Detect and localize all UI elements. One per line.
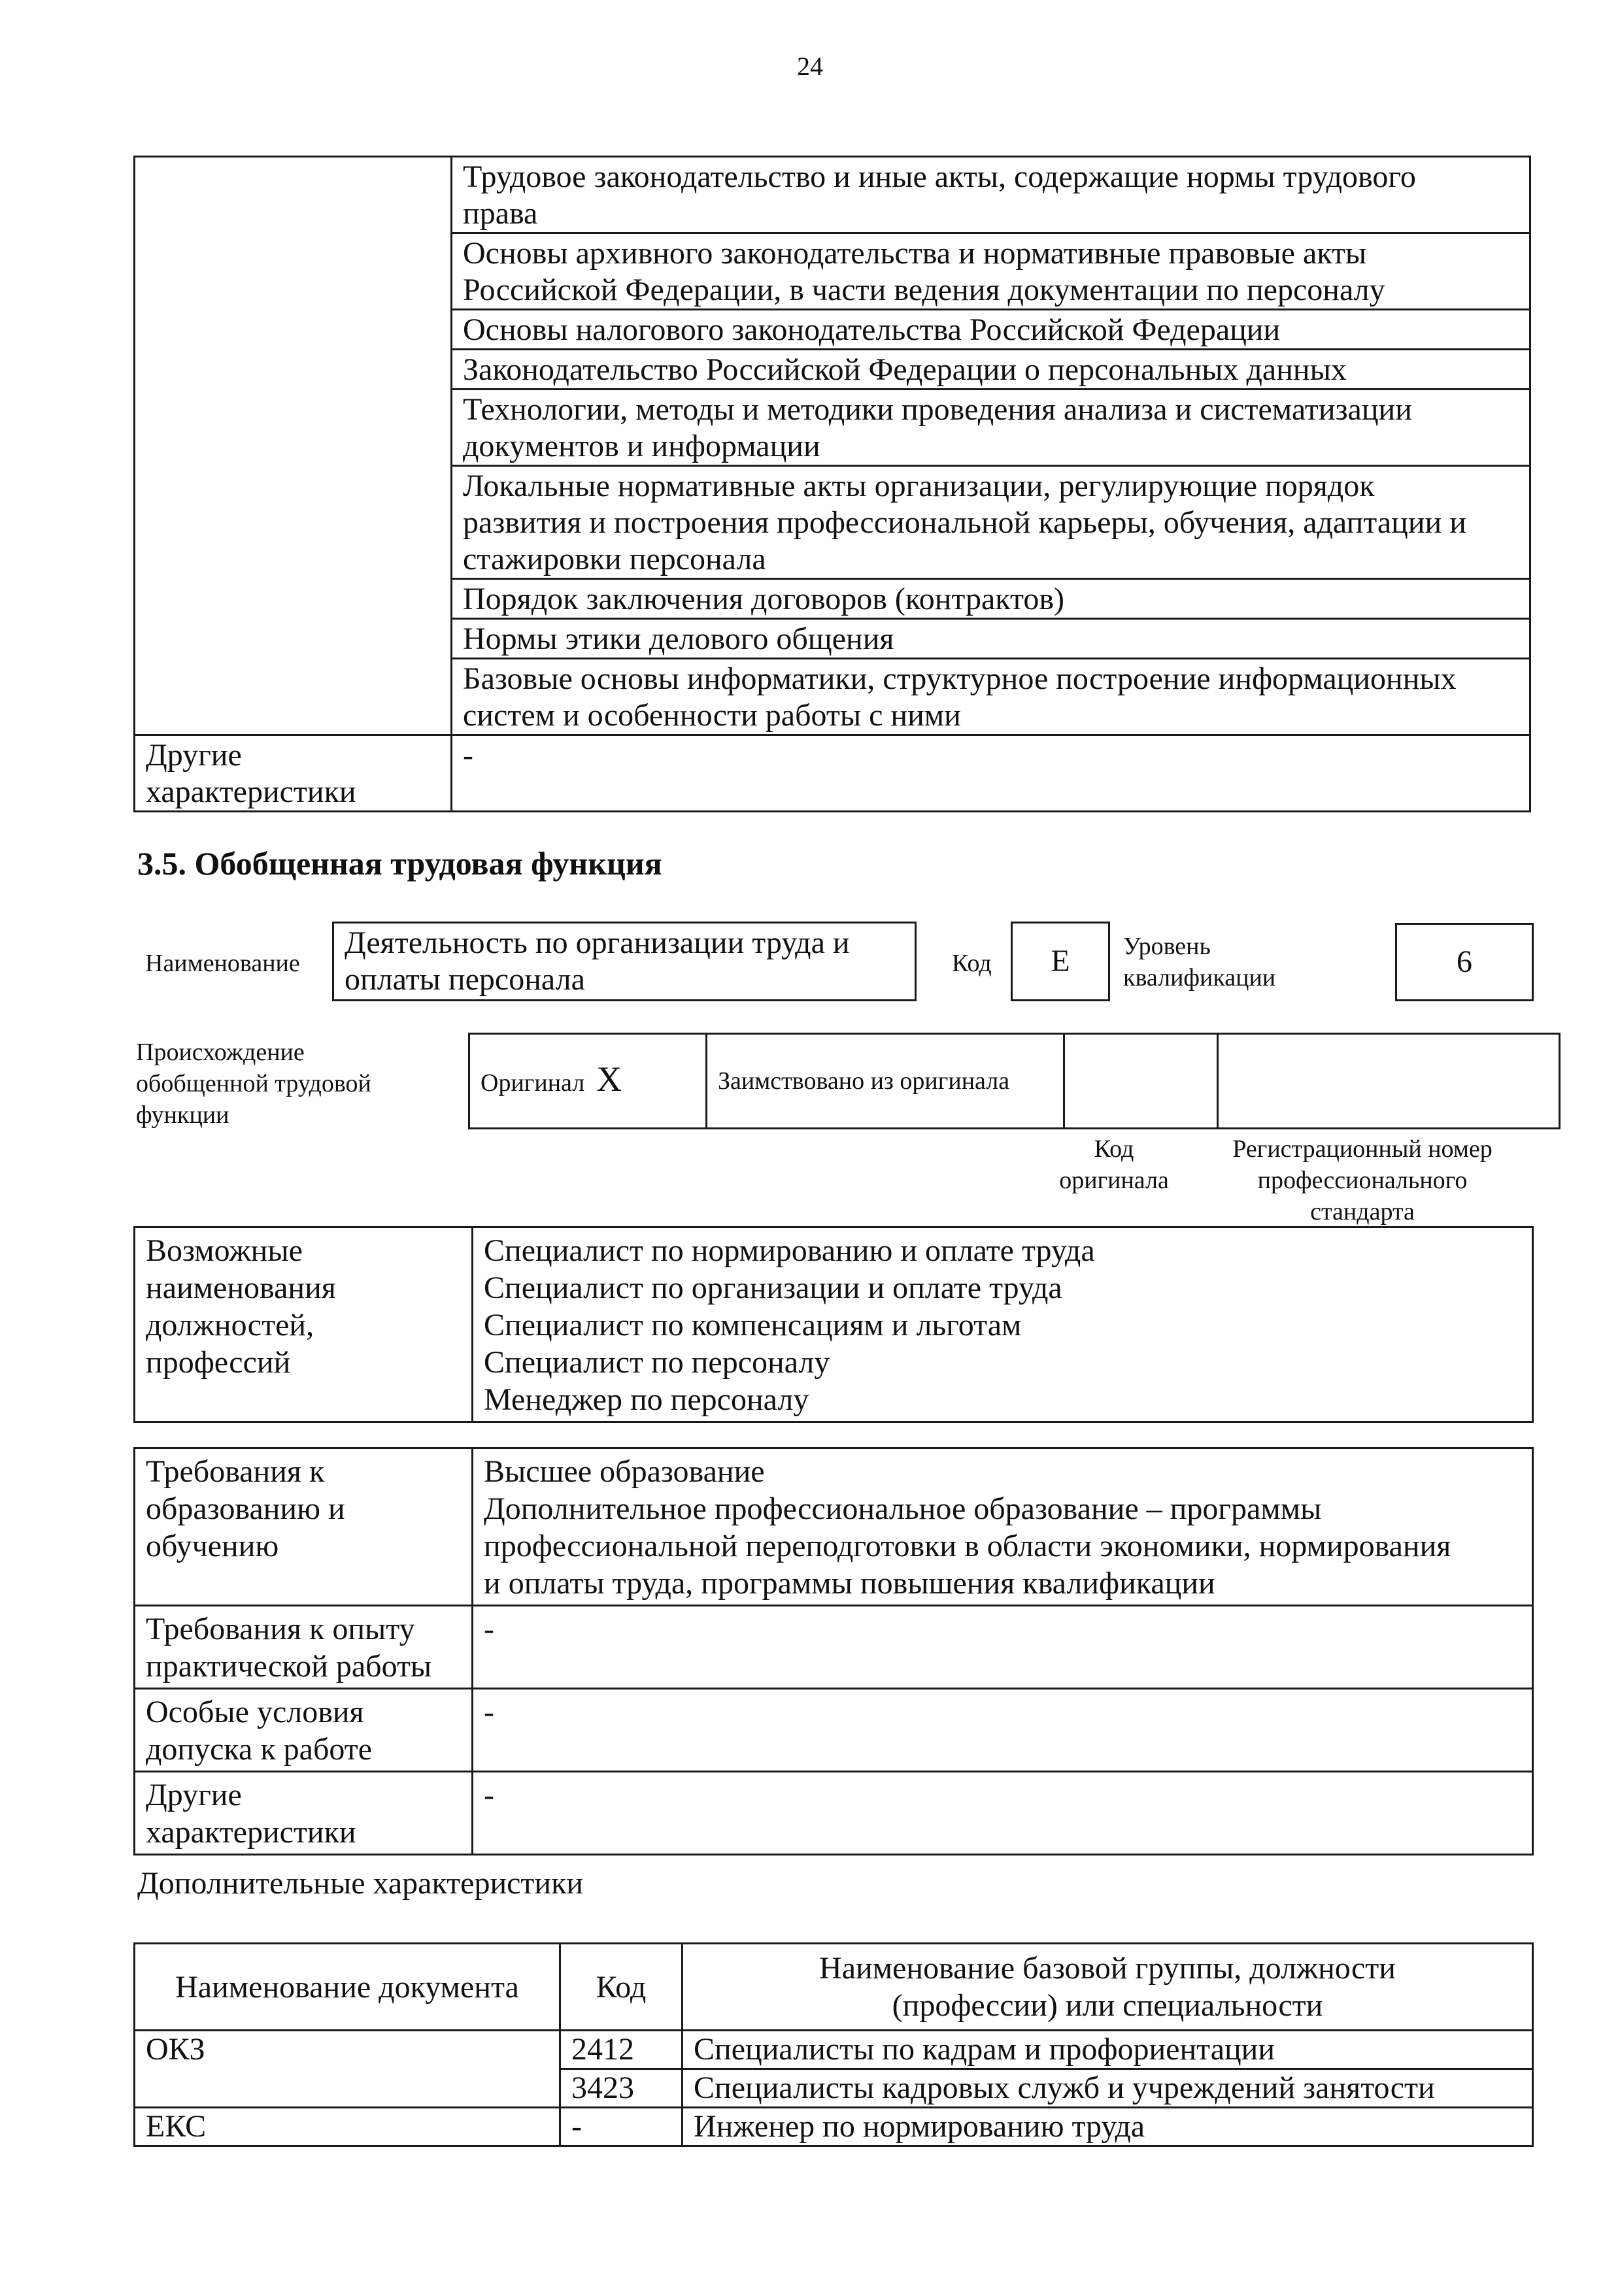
other-label: Другие характеристики xyxy=(135,1772,473,1855)
column-header-name: Наименование базовой группы, должности (профессии) или специальности xyxy=(683,1944,1533,2031)
code-value-box: E xyxy=(1011,922,1110,1001)
classifier-code-cell: - xyxy=(560,2108,683,2146)
other-characteristics-value: - xyxy=(452,735,1530,812)
table-row xyxy=(135,1227,1533,1422)
page-number: 24 xyxy=(797,52,823,81)
table-row xyxy=(135,1772,1533,1855)
knowledge-item: Базовые основы информатики, структурное построение информационных систем и особенности работы с ними xyxy=(452,659,1530,735)
classifier-doc-cell: ЕКС xyxy=(135,2108,560,2146)
other-characteristics-label: Другие характеристики xyxy=(135,735,452,812)
classifier-code-cell: 2412 xyxy=(560,2031,683,2069)
table-row xyxy=(135,735,1530,812)
education-label: Требования к образованию и обучению xyxy=(135,1448,473,1606)
level-value-box: 6 xyxy=(1395,923,1534,1001)
education-value: Высшее образование Дополнительное профессиональное образование – программы профессиональной переподготовки в области экономики, нормирования и оплаты труда, программы повышения квалификации xyxy=(473,1448,1533,1606)
classifier-name-cell: Специалисты по кадрам и профориентации xyxy=(683,2031,1533,2069)
classifier-name-cell: Инженер по нормированию труда xyxy=(683,2108,1533,2146)
positions-label: Возможные наименования должностей, профессий xyxy=(135,1227,473,1422)
classifier-code-cell: 3423 xyxy=(560,2069,683,2108)
knowledge-label-cell xyxy=(135,157,452,735)
list-item: Специалист по компенсациям и льготам xyxy=(484,1308,1022,1342)
original-mark: X xyxy=(596,1059,622,1099)
section-title: 3.5. Обобщенная трудовая функция xyxy=(137,845,662,882)
positions-table xyxy=(133,1226,1534,1423)
list-item: Специалист по персоналу xyxy=(484,1345,830,1380)
table-row xyxy=(135,157,1530,233)
knowledge-item: Основы архивного законодательства и нормативные правовые акты Российской Федерации, в части ведения документации по персоналу xyxy=(452,233,1530,310)
knowledge-item: Основы налогового законодательства Российской Федерации xyxy=(452,310,1530,350)
origin-code-cell xyxy=(1064,1034,1218,1129)
origin-original-cell xyxy=(469,1034,707,1129)
other-value: - xyxy=(473,1772,1533,1855)
origin-borrowed-cell: Заимствовано из оригинала xyxy=(707,1034,1064,1129)
table-row xyxy=(135,1606,1533,1689)
regnum-caption: Регистрационный номер профессионального стандарта xyxy=(1232,1135,1493,1225)
code-label: Код xyxy=(952,950,992,977)
list-item: Специалист по нормированию и оплате труда xyxy=(484,1233,1095,1268)
origin-regnum-cell xyxy=(1218,1034,1560,1129)
code-original-caption: Код оригинала xyxy=(1059,1135,1169,1194)
classifier-name-cell: Специалисты кадровых служб и учреждений занятости xyxy=(683,2069,1533,2108)
column-header-code: Код xyxy=(560,1944,683,2031)
positions-list xyxy=(473,1227,1533,1422)
extra-characteristics-title: Дополнительные характеристики xyxy=(137,1866,584,1901)
knowledge-item: Трудовое законодательство и иные акты, содержащие нормы трудового права xyxy=(452,157,1530,233)
table-row xyxy=(135,2108,1533,2146)
level-label: Уровень квалификации xyxy=(1123,933,1276,991)
original-label: Оригинал xyxy=(481,1069,585,1097)
admission-label: Особые условия допуска к работе xyxy=(135,1689,473,1772)
classifier-doc-cell: ОКЗ xyxy=(135,2031,560,2108)
column-header-document: Наименование документа xyxy=(135,1944,560,2031)
table-row xyxy=(135,1689,1533,1772)
table-row xyxy=(135,2031,1533,2069)
knowledge-item: Нормы этики делового общения xyxy=(452,619,1530,659)
origin-table xyxy=(468,1033,1561,1129)
function-name-line: Деятельность по организации труда и xyxy=(345,925,850,960)
list-item: Менеджер по персоналу xyxy=(484,1382,809,1417)
experience-value: - xyxy=(473,1606,1533,1689)
table-header-row xyxy=(135,1944,1533,2031)
knowledge-item: Локальные нормативные акты организации, регулирующие порядок развития и построения профессиональной карьеры, обучения, адаптации и стажировки персонала xyxy=(452,466,1530,579)
function-name-box xyxy=(332,922,917,1001)
function-name-line: оплаты персонала xyxy=(345,962,585,997)
knowledge-item: Порядок заключения договоров (контрактов) xyxy=(452,579,1530,619)
experience-label: Требования к опыту практической работы xyxy=(135,1606,473,1689)
knowledge-item: Законодательство Российской Федерации о персональных данных xyxy=(452,350,1530,390)
admission-value: - xyxy=(473,1689,1533,1772)
requirements-table xyxy=(133,1447,1534,1855)
origin-label: Происхождение обобщенной трудовой функции xyxy=(136,1039,371,1129)
name-label: Наименование xyxy=(145,950,300,977)
table-row xyxy=(135,1448,1533,1606)
list-item: Специалист по организации и оплате труда xyxy=(484,1271,1062,1305)
knowledge-item: Технологии, методы и методики проведения анализа и систематизации документов и информации xyxy=(452,390,1530,466)
classifier-table xyxy=(133,1942,1534,2147)
table-row xyxy=(469,1034,1560,1129)
knowledge-table xyxy=(133,156,1531,812)
